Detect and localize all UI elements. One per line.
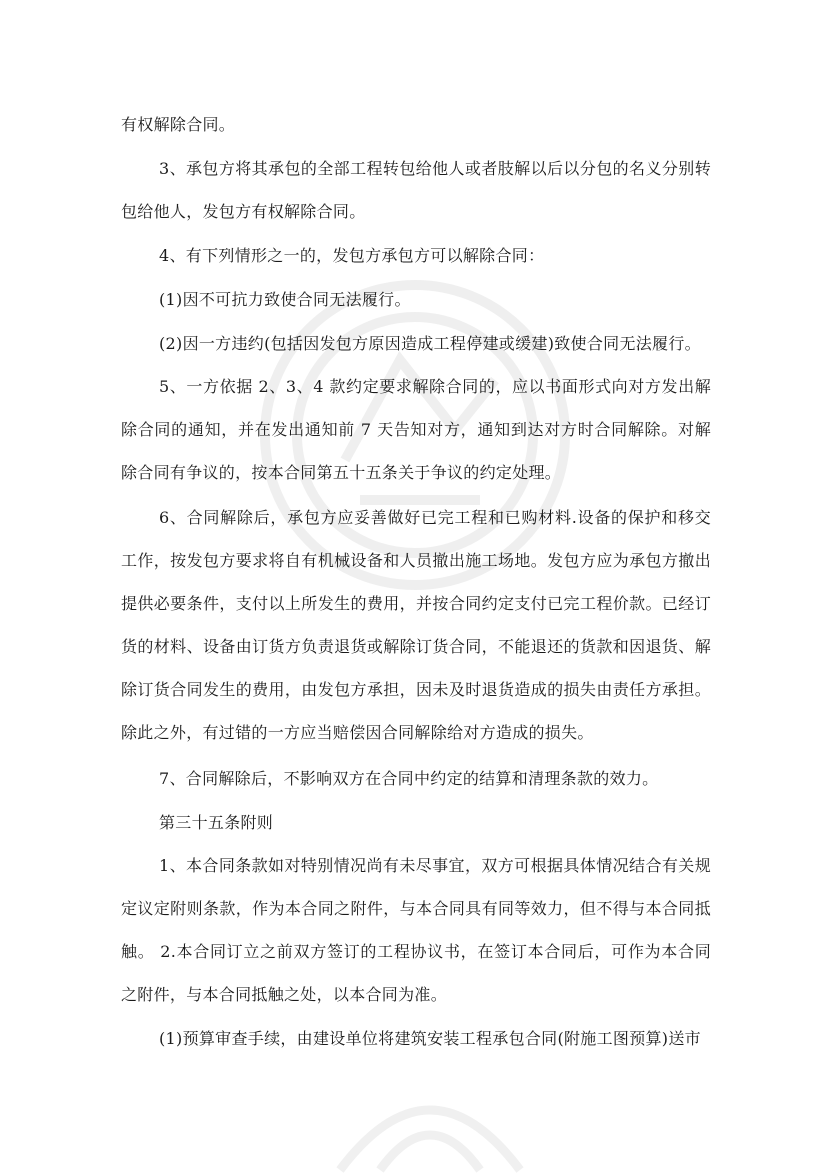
paragraph-appendix-1: 1、本合同条款如对特别情况尚有未尽事宜，双方可根据具体情况结合有关规定议定附则条款，作为本合同之附件，与本合同具有同等效力，但不得与本合同抵触。 2.本合同订立之前双方签订的工程协议书，在签订本合同后，可作为本合同之附件，与本合同抵触之处，以本合同为准。 (121, 856, 711, 1004)
paragraph-item-2: (2)因一方违约(包括因发包方原因造成工程停建或缓建)致使合同无法履行。 (159, 334, 701, 353)
paragraph-clause-6: 6、合同解除后，承包方应妥善做好已完工程和已购材料.设备的保护和移交工作，按发包方要求将自有机械设备和人员撤出施工场地。发包方应为承包方撤出提供必要条件，支付以上所发生的费用，并按合同约定支付已完工程价款。已经订货的材料、设备由订货方负责退货或解除订货合同，不能退还的货款和因退货、解除订货合同发生的费用，由发包方承担，因未及时退货造成的损失由责任方承担。除此之外，有过错的一方应当赔偿因合同解除给对方造成的损失。 (121, 508, 711, 742)
paragraph-clause-5: 5、一方依据 2、3、4 款约定要求解除合同的，应以书面形式向对方发出解除合同的通知，并在发出通知前 7 天告知对方，通知到达对方时合同解除。对解除合同有争议的，按本合同第五十五条关于争议的约定处理。 (121, 377, 711, 482)
paragraph-clause-3: 3、承包方将其承包的全部工程转包给他人或者肢解以后以分包的名义分别转包给他人，发包方有权解除合同。 (121, 159, 711, 221)
paragraph-clause-4: 4、有下列情形之一的，发包方承包方可以解除合同： (159, 246, 545, 265)
paragraph-clause-7: 7、合同解除后，不影响双方在合同中约定的结算和清理条款的效力。 (159, 769, 659, 788)
watermark-graphic-bottom (330, 1060, 530, 1174)
paragraph-continuation: 有权解除合同。 (121, 115, 236, 134)
article-heading: 第三十五条附则 (159, 813, 274, 832)
paragraph-item-1: (1)因不可抗力致使合同无法履行。 (159, 290, 411, 309)
paragraph-appendix-item-1: (1)预算审查手续，由建设单位将建筑安装工程承包合同(附施工图预算)送市 (159, 1029, 701, 1048)
